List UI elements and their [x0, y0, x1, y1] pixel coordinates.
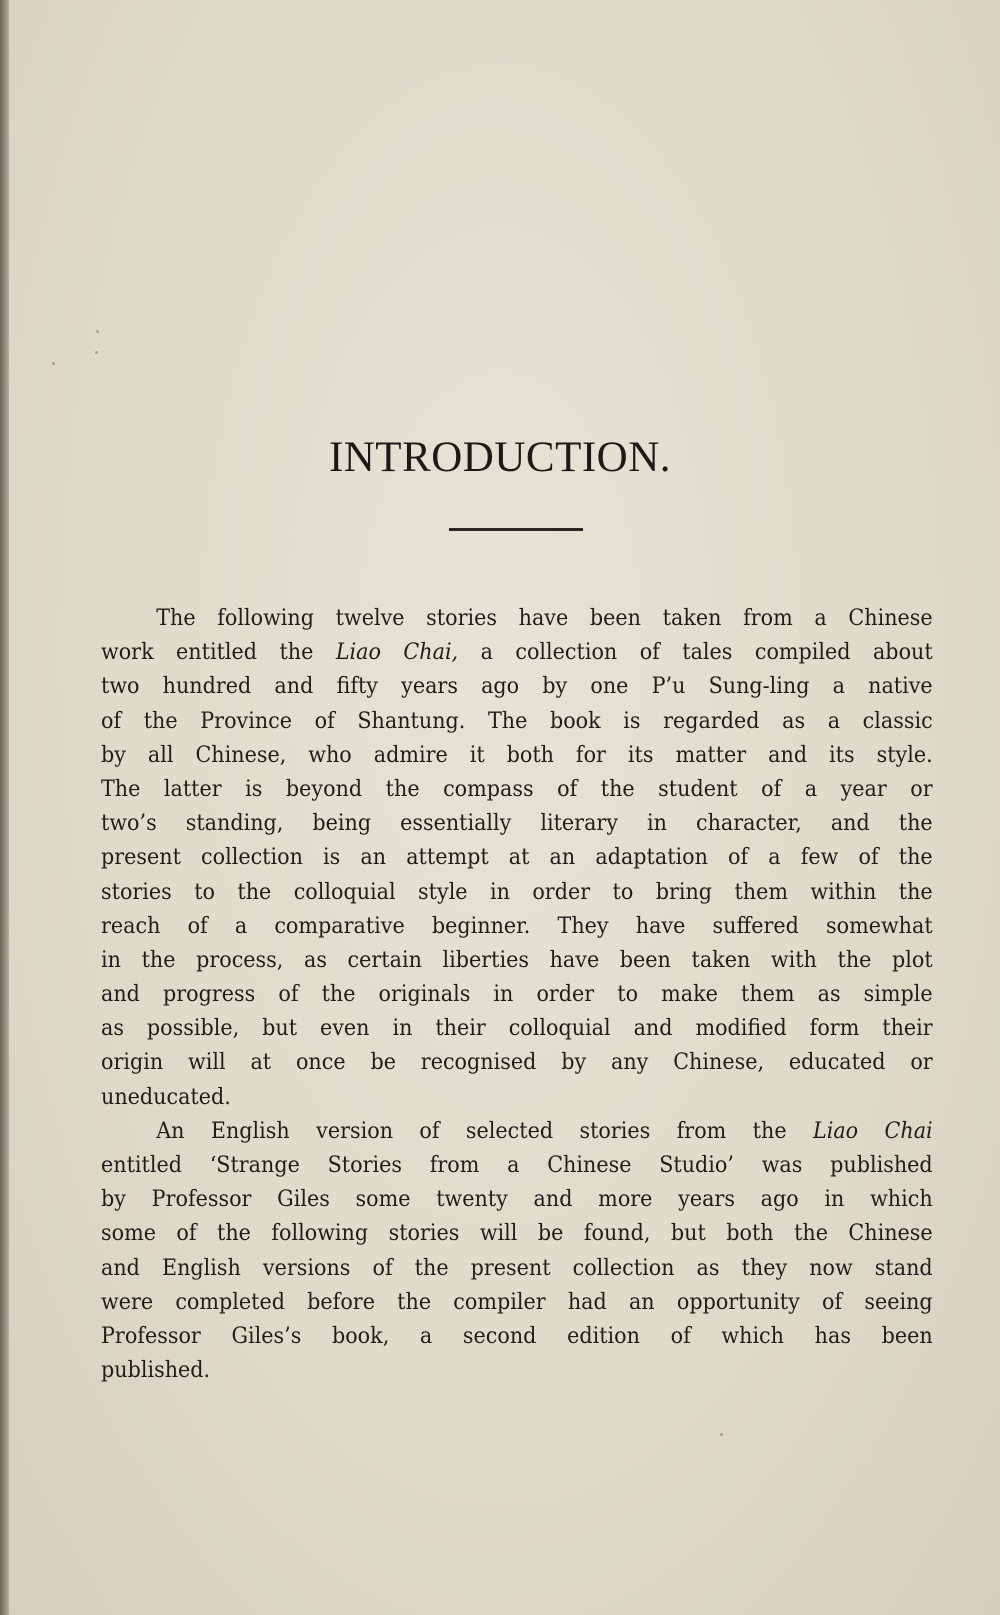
text-line: as possible, but even in their colloquial and modified form their [101, 1015, 933, 1042]
page-title: INTRODUCTION. [328, 434, 672, 481]
text-line: of the Province of Shantung. The book is regarded as a classic [101, 707, 933, 734]
text-line: published. [101, 1357, 211, 1384]
text-line: and English versions of the present collection as they now stand [101, 1254, 933, 1281]
introduction-body [101, 601, 933, 1387]
paragraph [101, 601, 933, 1114]
text-line: some of the following stories will be found, but both the Chinese [101, 1220, 933, 1247]
paragraph [101, 1114, 933, 1388]
paper-speck [96, 330, 99, 333]
title-rule-divider [449, 528, 583, 531]
text-line: by Professor Giles some twenty and more years ago in which [101, 1186, 933, 1213]
text-line: and progress of the originals in order to make them as simple [101, 981, 933, 1008]
paper-speck [52, 362, 55, 365]
text-line: by all Chinese, who admire it both for its matter and its style. [101, 741, 933, 768]
text-line: two hundred and fifty years ago by one P’u Sung-ling a native [101, 673, 933, 700]
book-title-italic: Liao Chai [812, 1117, 933, 1144]
text-line: stories to the colloquial style in order to bring them within the [101, 878, 933, 905]
text-line: work entitled the Liao Chai, a collection of tales compiled about [101, 639, 933, 666]
text-line: two’s standing, being essentially literary in character, and the [101, 810, 933, 837]
paper-speck [720, 1433, 723, 1436]
text-line: origin will at once be recognised by any Chinese, educated or [101, 1049, 933, 1076]
text-line: reach of a comparative beginner. They have suffered somewhat [101, 912, 933, 939]
text-line: The following twelve stories have been taken from a Chinese [156, 605, 933, 631]
text-line: present collection is an attempt at an adaptation of a few of the [101, 844, 933, 871]
text-line: The latter is beyond the compass of the student of a year or [101, 775, 933, 802]
text-line: were completed before the compiler had an opportunity of seeing [101, 1288, 933, 1315]
text-line: Professor Giles’s book, a second edition of which has been [101, 1322, 933, 1349]
paper-speck [95, 351, 98, 354]
text-line: in the process, as certain liberties have been taken with the plot [101, 946, 933, 973]
text-line: An English version of selected stories from the Liao Chai [156, 1117, 933, 1144]
book-spine-edge [0, 0, 9, 1615]
text-line: entitled ‘Strange Stories from a Chinese Studio’ was published [101, 1152, 933, 1178]
text-line: uneducated. [101, 1083, 231, 1110]
book-title-italic: Liao Chai, [335, 639, 459, 666]
